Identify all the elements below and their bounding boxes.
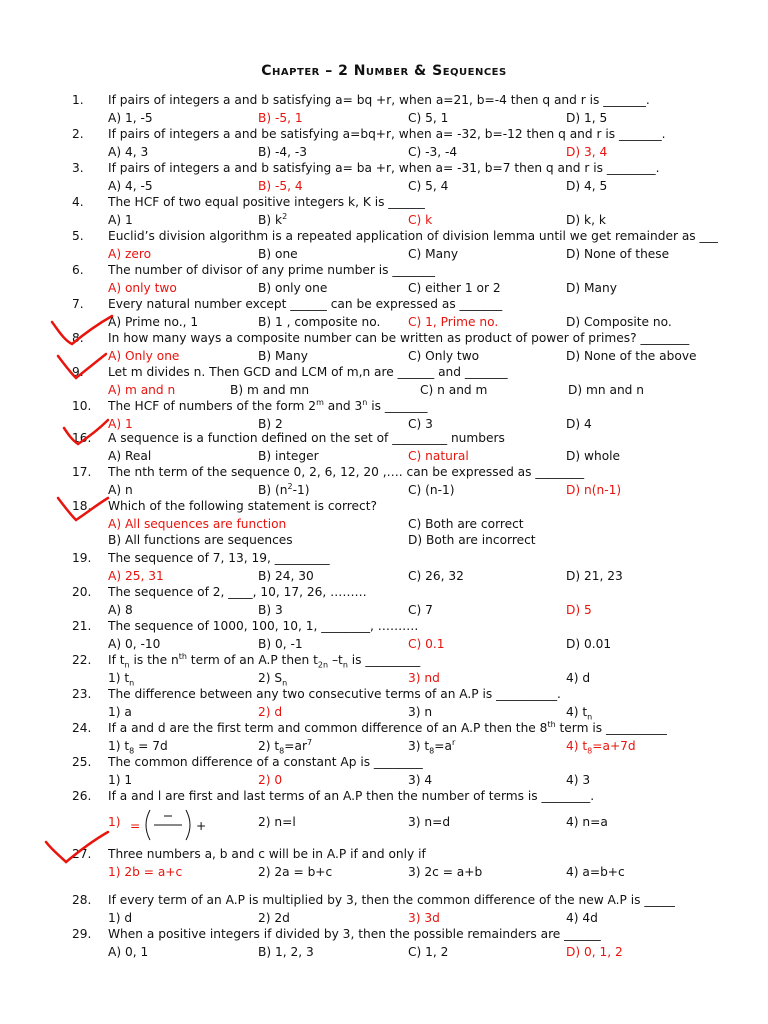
option bbox=[408, 670, 440, 686]
option-label: C) either 1 or 2 bbox=[408, 281, 501, 295]
question-number: 16. bbox=[72, 431, 92, 445]
option-label: C) 0.1 bbox=[408, 637, 445, 651]
question-row bbox=[0, 364, 768, 380]
question-row bbox=[0, 926, 768, 942]
question-row bbox=[0, 296, 768, 312]
option-label: 2) 0 bbox=[258, 773, 283, 787]
option-tail: =a bbox=[434, 739, 452, 753]
option bbox=[566, 314, 672, 330]
question-text: The HCF of two equal positive integers k, K is ______ bbox=[108, 195, 425, 209]
option-label: 3) 4 bbox=[408, 773, 433, 787]
option bbox=[408, 636, 445, 652]
option bbox=[408, 482, 455, 498]
option-label: 2) n=l bbox=[258, 815, 296, 829]
question-text: The number of divisor of any prime number is _______ bbox=[108, 263, 435, 277]
option-label: A) 1 bbox=[108, 213, 133, 227]
option-label: A) 0, 1 bbox=[108, 945, 149, 959]
option bbox=[108, 280, 177, 296]
option bbox=[566, 772, 590, 788]
question-row bbox=[0, 194, 768, 210]
option-label: B) -5, 4 bbox=[258, 179, 303, 193]
question-text-part: th bbox=[547, 719, 556, 729]
option-label: C) Only two bbox=[408, 349, 480, 363]
question-number: 22. bbox=[72, 653, 92, 667]
option bbox=[108, 636, 160, 652]
option-label: C) -3, -4 bbox=[408, 145, 458, 159]
option-label: A) 1 bbox=[108, 417, 133, 431]
question-row bbox=[0, 262, 768, 278]
question-row bbox=[0, 720, 768, 736]
option-label: A) 4, -5 bbox=[108, 179, 153, 193]
option bbox=[408, 568, 464, 584]
option-label: C) 1, 2 bbox=[408, 945, 449, 959]
option-label: D) 3, 4 bbox=[566, 145, 608, 159]
question-number: 19. bbox=[72, 551, 92, 565]
option bbox=[258, 602, 283, 618]
option bbox=[408, 602, 433, 618]
option-label: 3) n bbox=[408, 705, 433, 719]
option-label: D) 0, 1, 2 bbox=[566, 945, 623, 959]
option bbox=[108, 814, 121, 830]
question-row bbox=[0, 126, 768, 142]
question-row bbox=[0, 754, 768, 770]
question-text bbox=[108, 720, 667, 736]
option-label: B) m and mn bbox=[230, 383, 310, 397]
question-number: 9. bbox=[72, 365, 84, 379]
option-subscript: 8 bbox=[587, 746, 593, 756]
question-number: 21. bbox=[72, 619, 92, 633]
question-number: 10. bbox=[72, 399, 92, 413]
option-label: D) None of these bbox=[566, 247, 670, 261]
option-label: 3) nd bbox=[408, 671, 440, 685]
option: C) Both are correct bbox=[408, 517, 524, 531]
option-label: C) natural bbox=[408, 449, 469, 463]
option bbox=[408, 738, 455, 754]
question-text-part: n bbox=[362, 397, 368, 407]
option bbox=[108, 110, 153, 126]
option bbox=[108, 772, 132, 788]
option-label: 4) t bbox=[566, 739, 588, 753]
question-text-part: n bbox=[342, 660, 348, 670]
option-label: 4) t bbox=[566, 705, 588, 719]
option bbox=[566, 110, 607, 126]
option-label: D) 4, 5 bbox=[566, 179, 608, 193]
option-subscript: n bbox=[587, 712, 593, 722]
option-label: 1) a bbox=[108, 705, 132, 719]
question-row bbox=[0, 228, 768, 244]
option-tail: =ar bbox=[284, 739, 307, 753]
option bbox=[408, 246, 458, 262]
option bbox=[258, 212, 287, 228]
option bbox=[408, 704, 432, 720]
option-label: A) only two bbox=[108, 281, 177, 295]
option bbox=[108, 482, 133, 498]
option-label: C) k bbox=[408, 213, 433, 227]
option bbox=[258, 110, 303, 126]
question-number: 26. bbox=[72, 789, 92, 803]
option bbox=[108, 212, 133, 228]
option-superscript: 2 bbox=[282, 211, 288, 221]
option-label: A) Only one bbox=[108, 349, 180, 363]
option-label: 4) 4d bbox=[566, 911, 598, 925]
question-text: The sequence of 1000, 100, 10, 1, ________, ………. bbox=[108, 619, 419, 633]
option bbox=[108, 944, 148, 960]
question-text-part: –t bbox=[328, 653, 343, 667]
option bbox=[230, 382, 309, 398]
question-text-part: If t bbox=[108, 653, 125, 667]
question-text: Three numbers a, b and c will be in A.P if and only if bbox=[108, 847, 426, 861]
question-text: If every term of an A.P is multiplied by 3, then the common difference of the new A.P is _____ bbox=[108, 893, 675, 907]
option bbox=[108, 738, 168, 754]
option bbox=[258, 738, 312, 754]
option bbox=[408, 944, 448, 960]
page-title: Chapter – 2 Number & Sequences bbox=[261, 63, 507, 79]
option bbox=[108, 568, 164, 584]
option-label: D) Many bbox=[566, 281, 617, 295]
option-label: 3) t bbox=[408, 739, 430, 753]
option-label: D) 21, 23 bbox=[566, 569, 623, 583]
option bbox=[408, 212, 432, 228]
option-label: C) 5, 1 bbox=[408, 111, 449, 125]
option bbox=[258, 348, 308, 364]
question-number: 2. bbox=[72, 127, 84, 141]
question-text-part: is the n bbox=[129, 653, 179, 667]
option-label: D) k, k bbox=[566, 213, 606, 227]
option-label: B) -4, -3 bbox=[258, 145, 308, 159]
option bbox=[108, 246, 151, 262]
option-label: D) mn and n bbox=[568, 383, 645, 397]
option bbox=[258, 568, 314, 584]
option bbox=[566, 670, 590, 686]
option: B) All functions are sequences bbox=[108, 533, 293, 547]
option bbox=[566, 636, 611, 652]
question-row bbox=[0, 652, 768, 668]
question-text: If pairs of integers a and b satisfying a= ba +r, when a= -31, b=7 then q and r is ________. bbox=[108, 161, 660, 175]
question-row bbox=[0, 330, 768, 346]
option-superscript: 7 bbox=[306, 737, 313, 747]
option bbox=[566, 482, 621, 498]
option bbox=[108, 704, 132, 720]
question-number: 17. bbox=[72, 465, 92, 479]
option-label: A) 8 bbox=[108, 603, 133, 617]
option-label: D) whole bbox=[566, 449, 621, 463]
question-row bbox=[0, 846, 768, 862]
option bbox=[258, 864, 332, 880]
option-label: D) 1, 5 bbox=[566, 111, 608, 125]
option bbox=[258, 670, 287, 686]
question-number: 25. bbox=[72, 755, 92, 769]
question-number: 3. bbox=[72, 161, 84, 175]
option bbox=[566, 348, 697, 364]
option-label: 3) n=d bbox=[408, 815, 451, 829]
question-text: The difference between any two consecutive terms of an A.P is __________. bbox=[108, 687, 561, 701]
option: D) Both are incorrect bbox=[408, 533, 536, 547]
option-label: A) Prime no., 1 bbox=[108, 315, 199, 329]
option-label: B) 1 , composite no. bbox=[258, 315, 381, 329]
question-number: 6. bbox=[72, 263, 84, 277]
option bbox=[566, 212, 606, 228]
option bbox=[258, 772, 282, 788]
question-text-part: term of an A.P then t bbox=[186, 653, 318, 667]
option bbox=[108, 448, 151, 464]
option bbox=[566, 602, 592, 618]
question-text: Every natural number except ______ can be expressed as _______ bbox=[108, 297, 503, 311]
option bbox=[566, 246, 669, 262]
option bbox=[108, 910, 132, 926]
option bbox=[566, 704, 592, 720]
option-label: 2) S bbox=[258, 671, 283, 685]
option bbox=[408, 144, 457, 160]
question-row bbox=[0, 550, 768, 566]
option-tail: =a+7d bbox=[592, 739, 636, 753]
option bbox=[568, 382, 644, 398]
option-label: 1) t bbox=[108, 671, 130, 685]
option-label: 4) n=a bbox=[566, 815, 608, 829]
option bbox=[108, 382, 175, 398]
question-row bbox=[0, 92, 768, 108]
option-subscript: 8 bbox=[129, 746, 135, 756]
question-row bbox=[0, 788, 768, 804]
option-label: 2) d bbox=[258, 705, 283, 719]
option bbox=[108, 864, 182, 880]
option: A) All sequences are function bbox=[108, 517, 287, 531]
option-label: 2) 2d bbox=[258, 911, 290, 925]
option-label: A) 1, -5 bbox=[108, 111, 153, 125]
option-label: C) (n-1) bbox=[408, 483, 455, 497]
option-subscript: n bbox=[129, 678, 135, 688]
question-row bbox=[0, 618, 768, 634]
option-label: C) 7 bbox=[408, 603, 433, 617]
option-label: 1) d bbox=[108, 911, 133, 925]
option bbox=[258, 636, 303, 652]
option-tail: -1) bbox=[292, 483, 310, 497]
option-label: 4) a=b+c bbox=[566, 865, 625, 879]
option-label: D) 4 bbox=[566, 417, 592, 431]
option-label: B) -5, 1 bbox=[258, 111, 303, 125]
option-label: 2) t bbox=[258, 739, 280, 753]
option-label: B) k bbox=[258, 213, 283, 227]
question-number: 29. bbox=[72, 927, 92, 941]
question-row bbox=[0, 686, 768, 702]
question-text-part: 2n bbox=[317, 660, 329, 670]
option bbox=[258, 482, 310, 498]
option-label: D) 0.01 bbox=[566, 637, 612, 651]
option-label: 1) t bbox=[108, 739, 130, 753]
option bbox=[108, 178, 153, 194]
option-label: 1) 2b = a+c bbox=[108, 865, 183, 879]
option-label: A) 25, 31 bbox=[108, 569, 164, 583]
option-label: B) one bbox=[258, 247, 298, 261]
option-label: C) 1, Prime no. bbox=[408, 315, 499, 329]
option-tail: = 7d bbox=[134, 739, 168, 753]
option-label: C) 26, 32 bbox=[408, 569, 464, 583]
question-text: Euclid’s division algorithm is a repeated application of division lemma until we get remainder as ___ bbox=[108, 229, 718, 243]
question-text-part: The HCF of numbers of the form 2 bbox=[108, 399, 317, 413]
option-label: B) 1, 2, 3 bbox=[258, 945, 314, 959]
option bbox=[258, 814, 296, 830]
option-label: 3) 3d bbox=[408, 911, 440, 925]
option bbox=[566, 910, 598, 926]
question-text-part: th bbox=[178, 651, 187, 661]
question-text: If a and l are first and last terms of an A.P then the number of terms is ________. bbox=[108, 789, 595, 803]
option bbox=[408, 348, 479, 364]
option-label: D) Composite no. bbox=[566, 315, 672, 329]
option-subscript: 8 bbox=[429, 746, 435, 756]
question-text: The nth term of the sequence 0, 2, 6, 12, 20 ,…. can be expressed as ________ bbox=[108, 465, 585, 479]
option-label: A) m and n bbox=[108, 383, 176, 397]
option bbox=[566, 280, 617, 296]
question-number: 23. bbox=[72, 687, 92, 701]
question-text: When a positive integers if divided by 3, then the possible remainders are ______ bbox=[108, 927, 601, 941]
option bbox=[258, 280, 327, 296]
option-label: B) 3 bbox=[258, 603, 283, 617]
option bbox=[408, 280, 501, 296]
question-number: 1. bbox=[72, 93, 84, 107]
option-label: D) n(n-1) bbox=[566, 483, 622, 497]
option bbox=[566, 178, 607, 194]
question-row bbox=[0, 584, 768, 600]
option bbox=[258, 448, 319, 464]
formula-26-plus: + bbox=[196, 819, 207, 833]
option-label: C) 3 bbox=[408, 417, 433, 431]
formula-26-fraction bbox=[140, 806, 196, 844]
question-number: 28. bbox=[72, 893, 92, 907]
question-text-part: is _______ bbox=[367, 399, 428, 413]
question-text: If pairs of integers a and be satisfying a=bq+r, when a= -32, b=-12 then q and r is _______. bbox=[108, 127, 666, 141]
option-label: B) 0, -1 bbox=[258, 637, 303, 651]
option-label: A) 4, 3 bbox=[108, 145, 149, 159]
option bbox=[258, 144, 307, 160]
question-text bbox=[108, 652, 420, 668]
option-label: B) Many bbox=[258, 349, 308, 363]
option bbox=[258, 944, 314, 960]
option-label: B) integer bbox=[258, 449, 319, 463]
option bbox=[566, 814, 608, 830]
option bbox=[408, 178, 448, 194]
question-number: 7. bbox=[72, 297, 84, 311]
option bbox=[566, 568, 623, 584]
question-text-part: term is __________ bbox=[555, 721, 667, 735]
option bbox=[108, 348, 179, 364]
question-text-part: If a and d are the first term and common difference of an A.P then the 8 bbox=[108, 721, 548, 735]
option bbox=[258, 910, 290, 926]
option-label: 1) 1 bbox=[108, 773, 133, 787]
question-text: The sequence of 2, ____, 10, 17, 26, ……… bbox=[108, 585, 367, 599]
option-label: A) zero bbox=[108, 247, 152, 261]
option-label: C) Many bbox=[408, 247, 459, 261]
question-text-part: m bbox=[316, 397, 324, 407]
option bbox=[566, 864, 625, 880]
option-label: D) None of the above bbox=[566, 349, 697, 363]
option bbox=[258, 178, 303, 194]
option-superscript: 2 bbox=[287, 481, 293, 491]
option-label: 1) bbox=[108, 815, 121, 829]
option-label: D) 5 bbox=[566, 603, 592, 617]
option-label: 2) 2a = b+c bbox=[258, 865, 333, 879]
option bbox=[420, 382, 487, 398]
question-text: Which of the following statement is correct? bbox=[108, 499, 377, 513]
option-label: A) n bbox=[108, 483, 133, 497]
option-label: 4) d bbox=[566, 671, 591, 685]
option-label: A) Real bbox=[108, 449, 152, 463]
option-label: C) n and m bbox=[420, 383, 488, 397]
option bbox=[566, 944, 623, 960]
option-subscript: 8 bbox=[279, 746, 285, 756]
option-label: B) (n bbox=[258, 483, 288, 497]
question-text: A sequence is a function defined on the set of _________ numbers bbox=[108, 431, 505, 445]
option-label: A) 0, -10 bbox=[108, 637, 161, 651]
option bbox=[108, 314, 198, 330]
question-row bbox=[0, 160, 768, 176]
question-number: 27. bbox=[72, 847, 92, 861]
question-text-part: n bbox=[124, 660, 130, 670]
option bbox=[566, 738, 636, 754]
option-label: 4) 3 bbox=[566, 773, 591, 787]
question-row bbox=[0, 398, 768, 414]
option bbox=[258, 246, 298, 262]
question-number: 20. bbox=[72, 585, 92, 599]
option bbox=[566, 144, 607, 160]
question-text-part: and 3 bbox=[323, 399, 363, 413]
option-label: B) 24, 30 bbox=[258, 569, 314, 583]
question-number: 24. bbox=[72, 721, 92, 735]
option-subscript: n bbox=[282, 678, 288, 688]
option-superscript: r bbox=[451, 737, 456, 747]
option bbox=[408, 448, 469, 464]
question-number: 4. bbox=[72, 195, 84, 209]
question-text: Let m divides n. Then GCD and LCM of m,n are ______ and _______ bbox=[108, 365, 508, 379]
option bbox=[108, 144, 148, 160]
option-label: B) only one bbox=[258, 281, 328, 295]
option-label: B) 2 bbox=[258, 417, 283, 431]
option bbox=[108, 602, 133, 618]
question-text bbox=[108, 398, 428, 414]
option bbox=[408, 110, 448, 126]
question-text-part: is _________ bbox=[347, 653, 421, 667]
option bbox=[408, 772, 432, 788]
option bbox=[408, 814, 450, 830]
question-number: 18. bbox=[72, 499, 92, 513]
question-text: The common difference of a constant Ap is ________ bbox=[108, 755, 423, 769]
option bbox=[408, 864, 482, 880]
question-row bbox=[0, 464, 768, 480]
question-number: 5. bbox=[72, 229, 84, 243]
question-row bbox=[0, 892, 768, 908]
formula-26-eq: = bbox=[130, 819, 141, 833]
option-label: C) 5, 4 bbox=[408, 179, 449, 193]
option bbox=[408, 314, 498, 330]
question-text: In how many ways a composite number can be written as product of power of primes? ________ bbox=[108, 331, 690, 345]
option-label: 3) 2c = a+b bbox=[408, 865, 483, 879]
question-row bbox=[0, 498, 768, 514]
option bbox=[408, 910, 440, 926]
option bbox=[258, 704, 282, 720]
option bbox=[108, 670, 134, 686]
option bbox=[258, 314, 380, 330]
question-number: 8. bbox=[72, 331, 84, 345]
question-text: If pairs of integers a and b satisfying a= bq +r, when a=21, b=-4 then q and r is _______. bbox=[108, 93, 650, 107]
option bbox=[566, 448, 620, 464]
question-row bbox=[0, 430, 768, 446]
question-text: The sequence of 7, 13, 19, _________ bbox=[108, 551, 330, 565]
